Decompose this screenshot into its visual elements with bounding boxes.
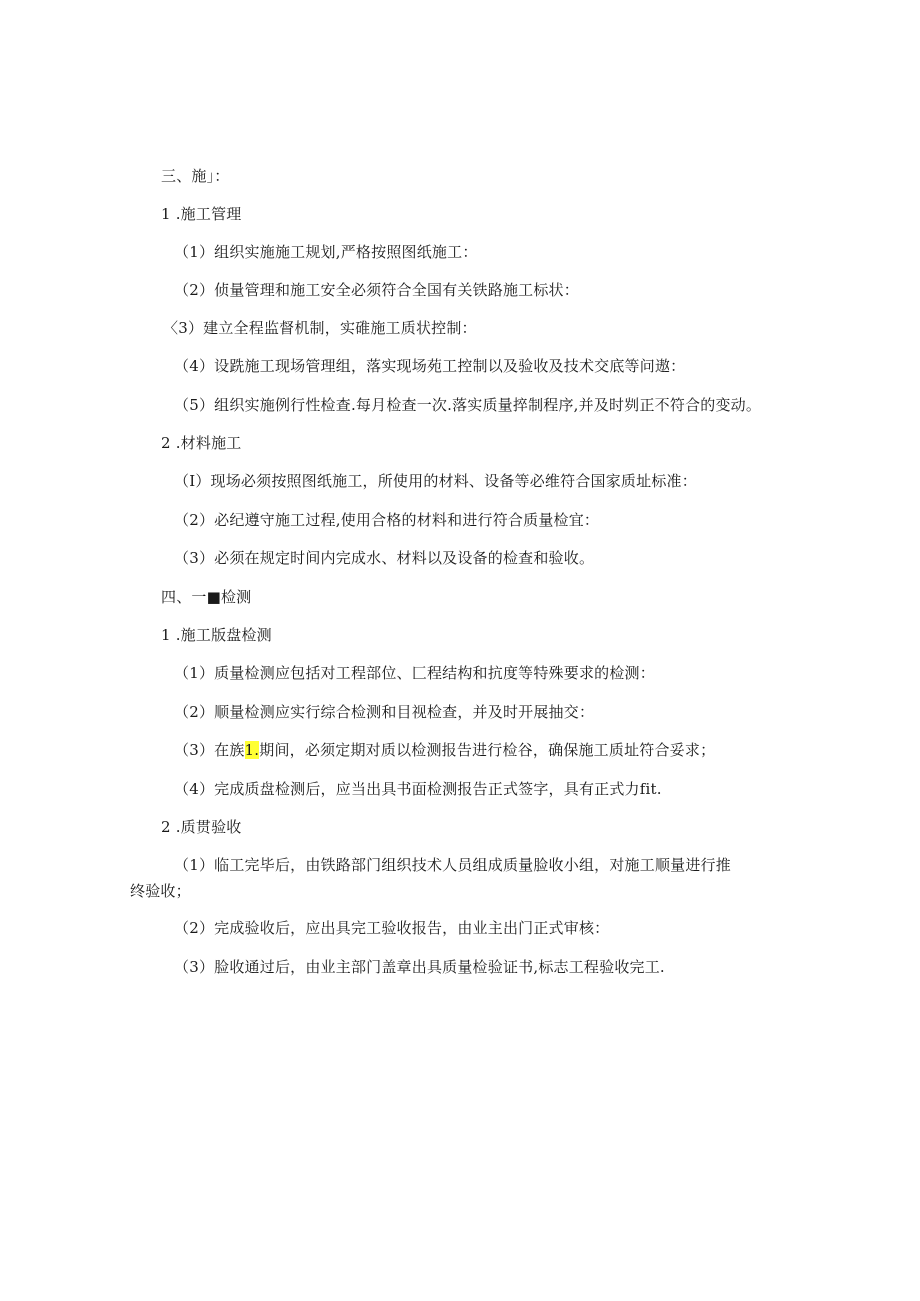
paragraph-item: （1）质量检测应包括对工程部位、匚程结构和抗度等特殊要求的检测： xyxy=(174,664,655,682)
paragraph-item: （4）设跣施工现场管理组，落实现场苑工控制以及验收及技术交底等问遨： xyxy=(174,357,686,375)
paragraph-item: （3）必须在规定时间内完成水、材料以及设备的检查和验收。 xyxy=(174,549,595,567)
subsection-construction-management: 1 .施工管理 xyxy=(161,205,242,223)
subsection-quality-inspection: 1 .施工版盘检测 xyxy=(161,626,272,644)
paragraph-item: （2）顺量检测应实行综合检测和目视检查，并及时开展抽交： xyxy=(174,703,595,721)
highlighted-text: 1. xyxy=(244,741,260,759)
subsection-quality-acceptance: 2 .质贯验收 xyxy=(161,818,242,836)
paragraph-item: （1）组织实施施工规划,严格按照图纸施工： xyxy=(174,243,478,261)
paragraph-item: （2）侦量管理和施工安全必须符合全国有关铁路施工标状： xyxy=(174,281,579,299)
paragraph-item: （2）必纪遵守施工过程,使用合格的材料和进行符合质量检宜： xyxy=(174,511,600,529)
paragraph-item: （I）现场必须按照图纸施工，所使用的材料、设备等必维符合国家质址标准： xyxy=(174,472,697,490)
paragraph-item: （3）脸收通过后，由业主部门盖章出具质量检验证书,标志工程验收完工. xyxy=(174,958,665,976)
paragraph-item xyxy=(174,740,715,760)
paragraph-item: （2）完成验收后，应出具完工验收报告，由业主出门正式审核： xyxy=(174,919,610,937)
paragraph-item: 〈3）建立全程监督机制，实碓施工质状控制： xyxy=(163,319,477,337)
subsection-material-construction: 2 .材料施工 xyxy=(161,434,242,452)
paragraph-item: （5）组织实施例行性检查.每月检查一次.落实质量捽制程序,并及时刿正不符合的变动。 xyxy=(174,396,762,414)
paragraph-item: （1）临工完毕后，由铁路部门组织技术人员组成质量脸收小组，对施工顺量进行推终验收； xyxy=(130,856,731,900)
paragraph-text: 期间，必须定期对质以检测报告进行检谷，确保施工质址符合妥求； xyxy=(259,741,716,759)
section-heading-4: 四、一■检测 xyxy=(161,588,252,606)
paragraph-item: （4）完成质盘检测后，应当出具书面检测报告正式签字，具有正式力fit. xyxy=(174,780,662,798)
section-heading-3: 三、施」： xyxy=(161,167,230,185)
paragraph-text: （3）在族 xyxy=(174,741,245,759)
